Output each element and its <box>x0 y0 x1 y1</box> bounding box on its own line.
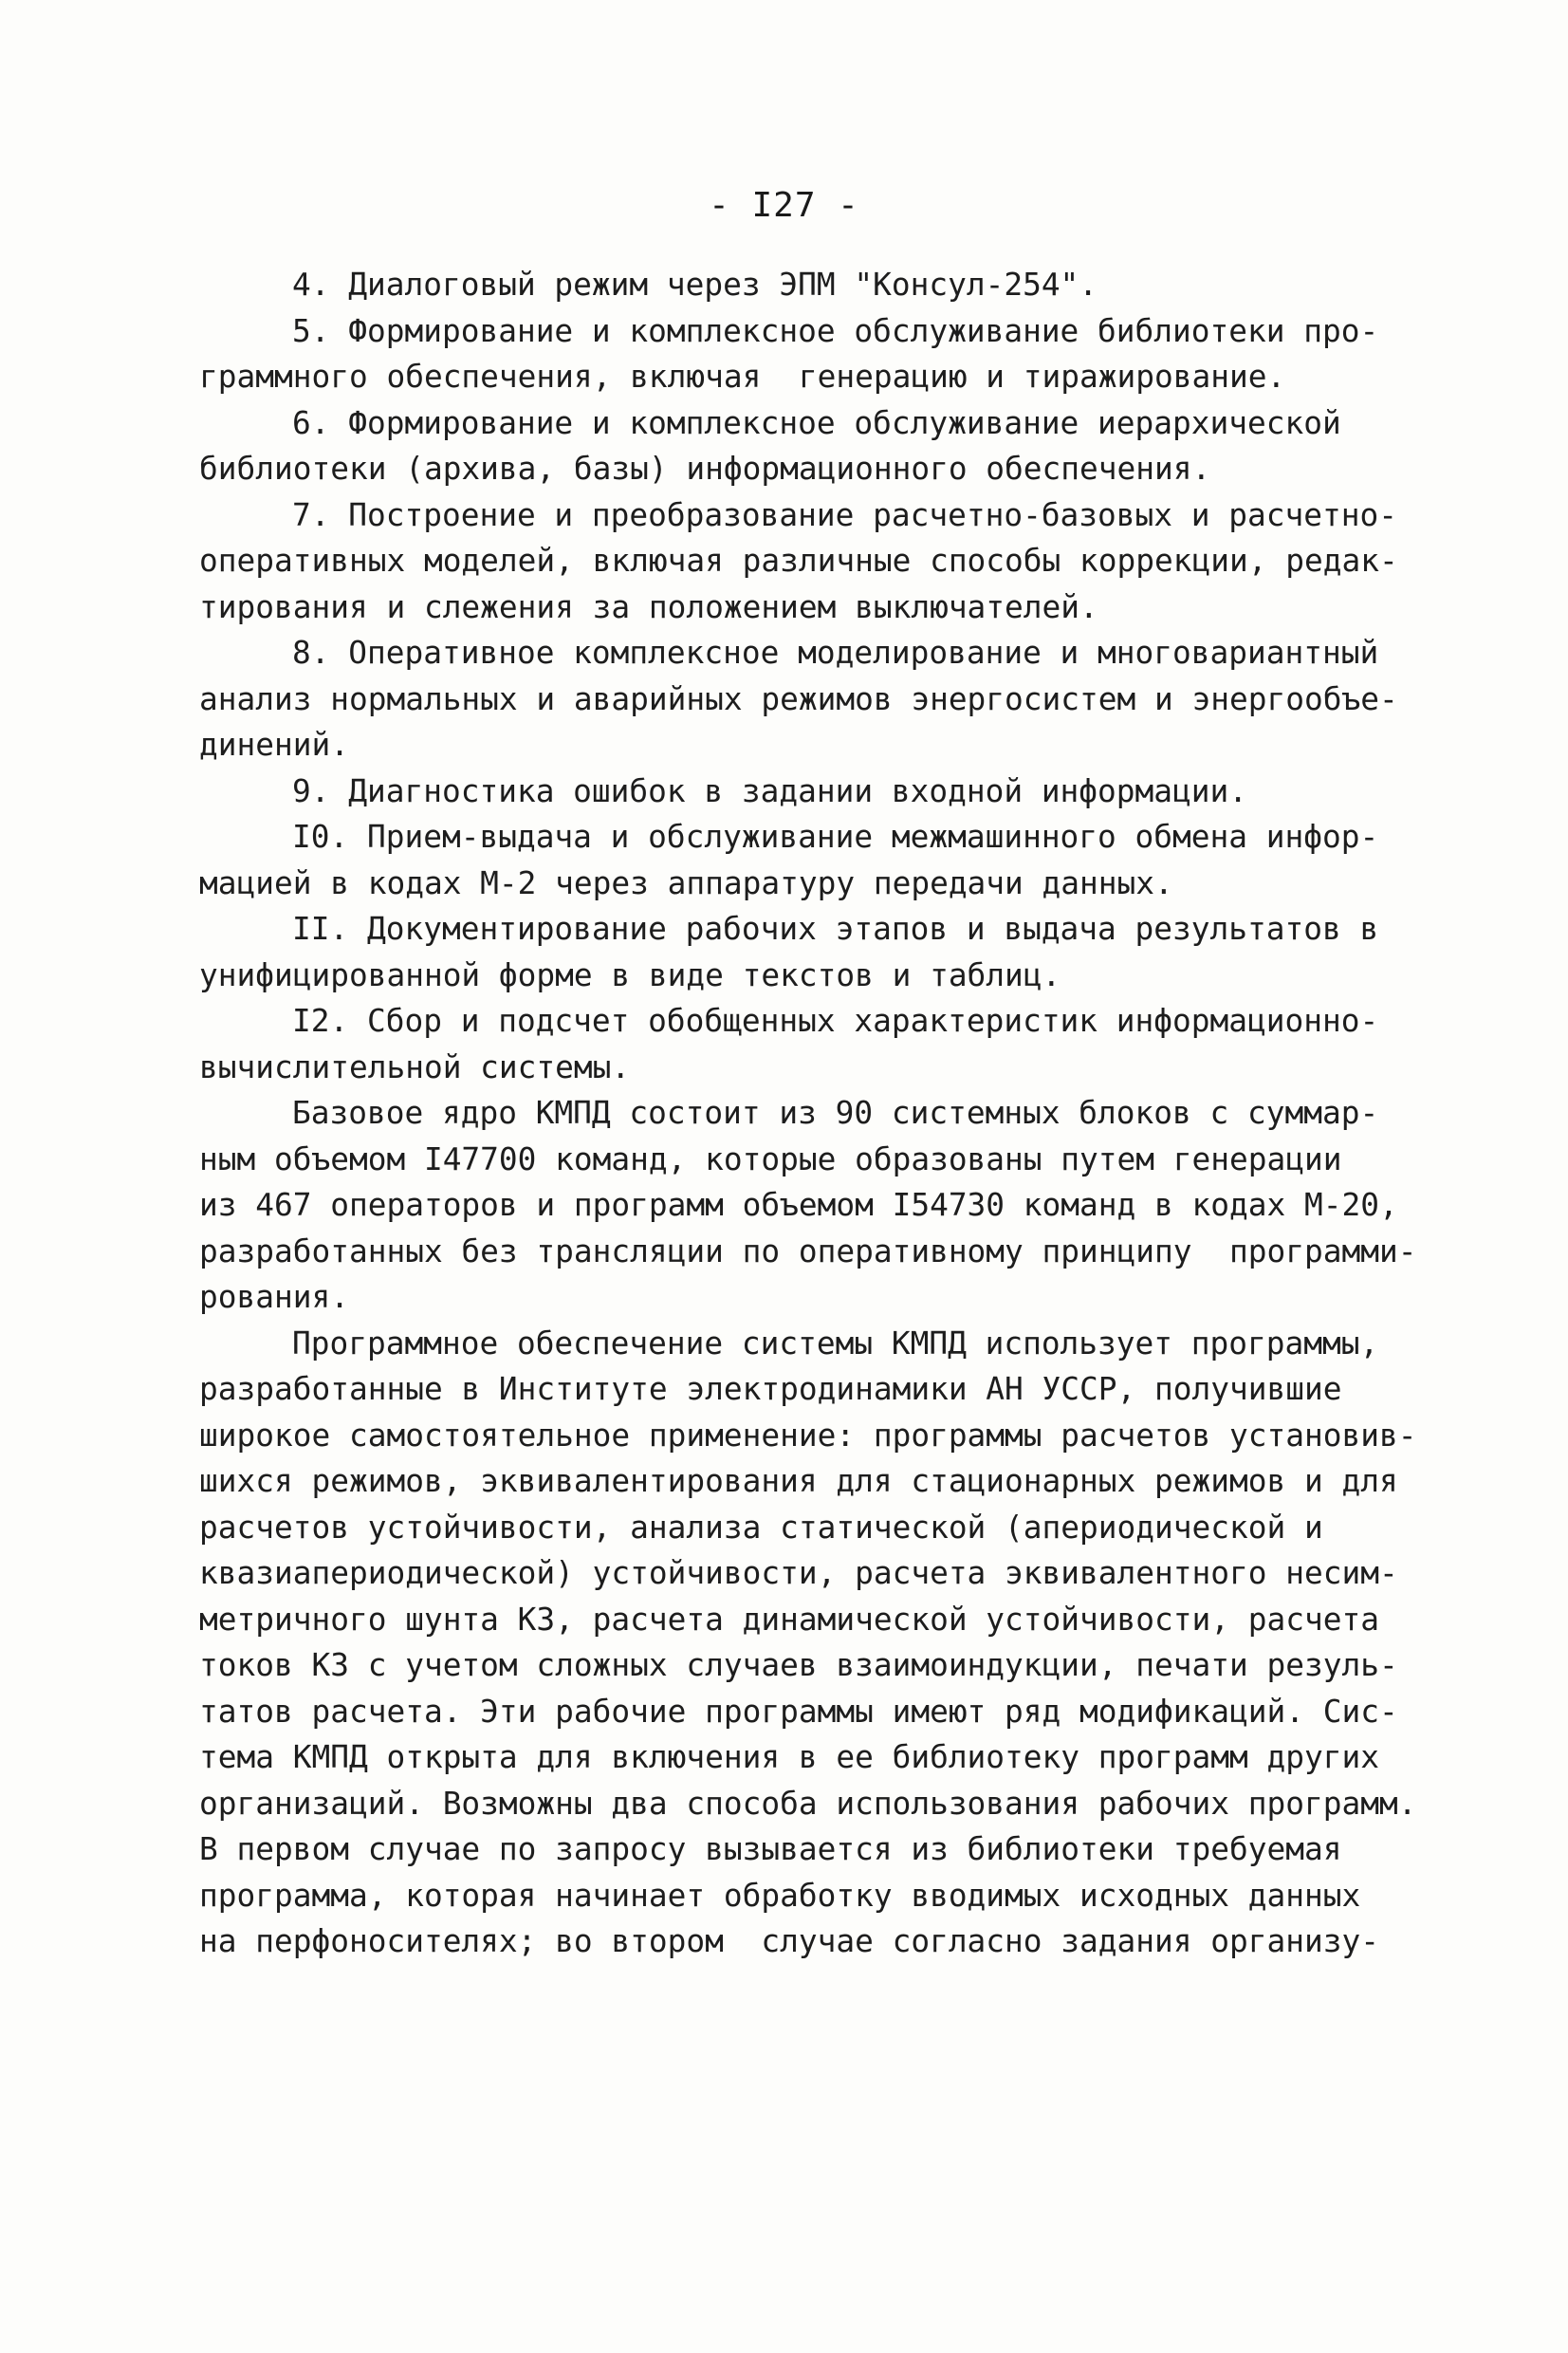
text-line: В первом случае по запросу вызывается из библиотеки требуемая <box>199 1831 1342 1867</box>
text-line: мацией в кодах М-2 через аппаратуру передачи данных. <box>199 864 1173 901</box>
text-line: унифицированной форме в виде текстов и таблиц. <box>199 956 1061 993</box>
text-line: организаций. Возможны два способа использования рабочих программ. <box>199 1785 1417 1822</box>
text-line: граммного обеспечения, включая генерацию и тиражирование. <box>199 359 1286 395</box>
text-line: Базовое ядро КМПД состоит из 90 системных блоков с суммар- <box>292 1095 1379 1131</box>
text-line: II. Документирование рабочих этапов и выдача результатов в <box>292 911 1379 947</box>
text-line: расчетов устойчивости, анализа статической (апериодической и <box>199 1509 1323 1546</box>
text-line: разработанные в Институте электродинамики АН УССР, получившие <box>199 1371 1342 1407</box>
text-line: анализ нормальных и аварийных режимов энергосистем и энергообъе- <box>199 680 1398 717</box>
text-line: татов расчета. Эти рабочие программы имеют ряд модификаций. Сис- <box>199 1693 1398 1730</box>
text-line: библиотеки (архива, базы) информационного обеспечения. <box>199 451 1211 487</box>
text-line: динений. <box>199 727 349 763</box>
text-line: рования. <box>199 1279 349 1315</box>
text-line: 4. Диалоговый режим через ЭПМ "Консул-254". <box>292 267 1098 303</box>
text-line: тирования и слежения за положением выключателей. <box>199 588 1098 625</box>
text-line: программа, которая начинает обработку вводимых исходных данных <box>199 1877 1361 1914</box>
text-line: шихся режимов, эквивалентирования для стационарных режимов и для <box>199 1463 1398 1499</box>
text-line: 8. Оперативное комплексное моделирование и многовариантный <box>292 635 1379 671</box>
text-line: квазиапериодической) устойчивости, расчета эквивалентного несим- <box>199 1555 1398 1591</box>
text-line: 5. Формирование и комплексное обслуживание библиотеки про- <box>292 312 1379 349</box>
text-line: I2. Сбор и подсчет обобщенных характеристик информационно- <box>292 1003 1379 1039</box>
text-line: ным объемом I47700 команд, которые образованы путем генерации <box>199 1140 1342 1177</box>
text-line: разработанных без трансляции по оперативному принципу программи- <box>199 1232 1417 1269</box>
text-line: метричного шунта КЗ, расчета динамической устойчивости, расчета <box>199 1601 1379 1638</box>
text-line: 9. Диагностика ошибок в задании входной информации. <box>292 772 1248 809</box>
text-line: широкое самостоятельное применение: программы расчетов установив- <box>199 1417 1417 1454</box>
text-line: из 467 операторов и программ объемом I54730 команд в кодах М-20, <box>199 1187 1398 1223</box>
text-line: на перфоносителях; во втором случае согласно задания организу- <box>199 1923 1379 1959</box>
text-line: вычислительной системы. <box>199 1048 631 1085</box>
page-number: - I27 - <box>709 186 859 225</box>
text-line: Программное обеспечение системы КМПД использует программы, <box>292 1325 1379 1362</box>
text-line: 7. Построение и преобразование расчетно-базовых и расчетно- <box>292 496 1397 533</box>
document-body <box>199 262 1423 1965</box>
text-line: токов КЗ с учетом сложных случаев взаимоиндукции, печати резуль- <box>199 1647 1398 1683</box>
text-line: оперативных моделей, включая различные способы коррекции, редак- <box>199 543 1398 579</box>
text-line: тема КМПД открыта для включения в ее библиотеку программ других <box>199 1739 1379 1775</box>
text-line: I0. Прием-выдача и обслуживание межмашинного обмена инфор- <box>292 819 1379 855</box>
text-line: 6. Формирование и комплексное обслуживание иерархической <box>292 404 1341 441</box>
